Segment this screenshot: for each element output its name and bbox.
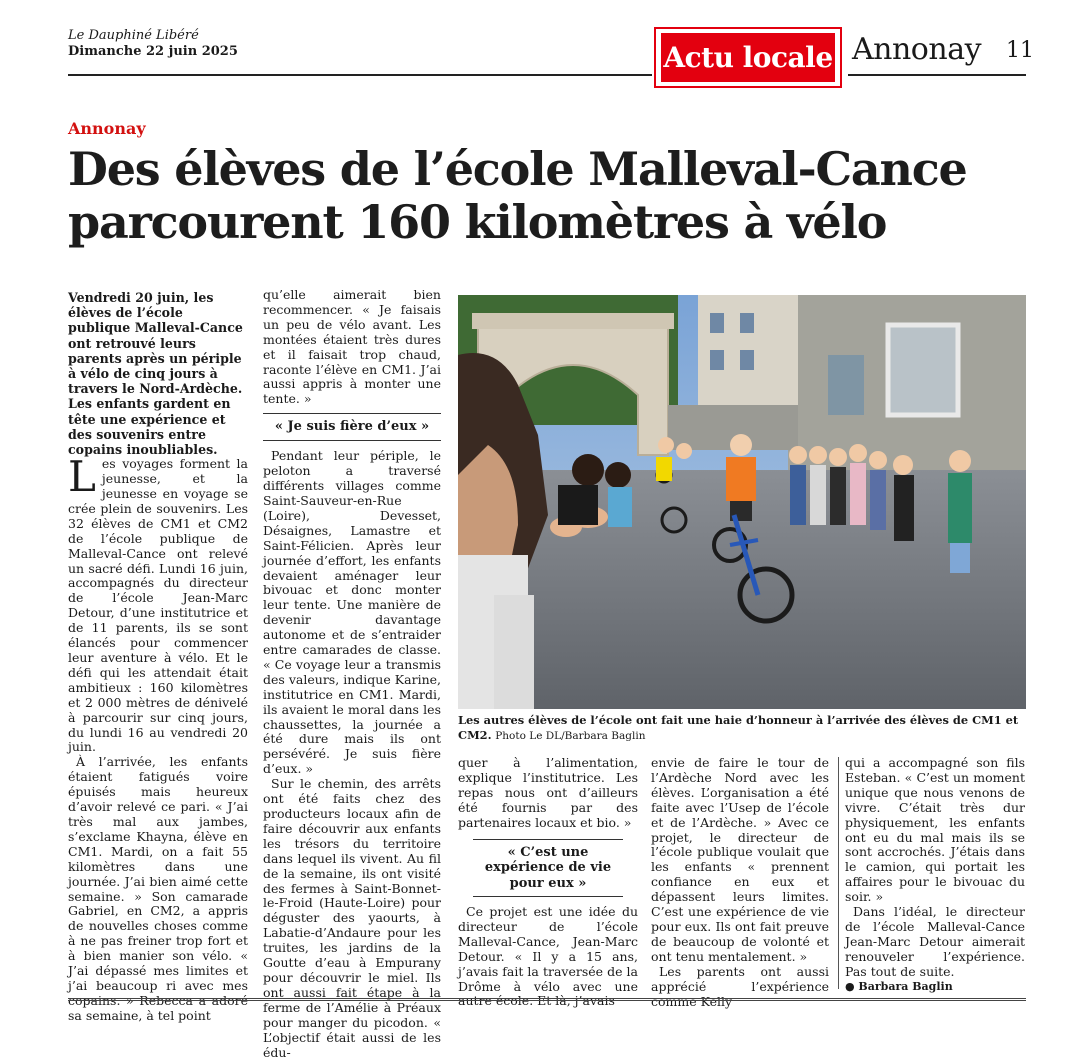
header-rule-right: [848, 74, 1026, 76]
photo-illustration: [458, 295, 1026, 709]
body-paragraph: Sur le chemin, des arrêts ont été faits chez des producteurs locaux afin de faire découvrir aux enfants les trésors du territoire dans lequel ils vivent. Au fil de la semaine, ils ont visité des fermes à Saint-Bonnet-le-Froid (Haute-Loire) pour déguster des yaourts, à Labatie-d’Andaure pour les truites, les jardins de la Goutte d’eau à Empurany pour découvrir le miel. Ils ont aussi fait étape à la ferme de l’Amélie à Préaux pour manger du picodon. « L’objectif était aussi de les édu-: [263, 776, 441, 1060]
body-paragraph: qui a accompagné son fils Esteban. « C’est un moment unique que nous venons de vivre. C’était très dur physiquement, les enfants ont eu du mal mais ils se sont accrochés. J’étais dans le camion, qui portait les affaires pour le bivouac du soir. »: [845, 755, 1025, 905]
article-column-4: [651, 756, 829, 1009]
headline-line-1: Des élèves de l’école Malleval-Cance: [68, 142, 967, 196]
body-text: es voyages forment la jeunesse, et la jeunesse en voyage se crée plein de souvenirs. Les 32 élèves de CM1 et CM2 de l’école publique de Malleval-Cance ont relevé un sacré défi. Lundi 16 juin, accompagnés du directeur de l’école Jean-Marc Detour, d’une institutrice et de 11 parents, ils se sont élancés pour commencer leur aventure à vélo. Et le défi qui les attendait était ambitieux : 160 kilomètres et 2 000 mètres de dénivelé à parcourir sur cinq jours, du lundi 16 au vendredi 20 juin.: [68, 456, 248, 755]
photo-caption: [458, 713, 1026, 744]
header-rule: [68, 74, 652, 76]
publication-name: Le Dauphiné Libéré: [68, 28, 199, 43]
body-paragraph: [68, 452, 248, 755]
article-column-2: [263, 288, 441, 1060]
article-kicker: Annonay: [68, 119, 146, 138]
intertitle: « C’est une expérience de vie pour eux »: [473, 839, 623, 898]
drop-cap: L: [68, 452, 96, 502]
column-divider: [838, 757, 839, 989]
intertitle: « Je suis fière d’eux »: [263, 413, 441, 441]
city-label: Annonay: [852, 32, 982, 67]
body-paragraph: quer à l’alimentation, explique l’institutrice. Les repas nous ont d’ailleurs été fournis par des partenaires locaux et bio. »: [458, 755, 638, 830]
article-headline: [68, 143, 1058, 249]
body-paragraph: qu’elle aimerait bien recommencer. « Je faisais un peu de vélo avant. Les montées étaient très dures et il faisait trop chaud, raconte l’élève en CM1. J’ai aussi appris à monter une tente. »: [263, 287, 441, 407]
body-paragraph: Les parents ont aussi apprécié l’expérience comme Kelly: [651, 963, 829, 1009]
caption-text: Les autres élèves de l’école ont fait une haie d’honneur à l’arrivée des élèves de CM1 et CM2.: [458, 713, 1019, 742]
body-paragraph: Ce projet est une idée du directeur de l’école Malleval-Cance, Jean-Marc Detour. « Il y a 15 ans, j’avais fait la traversée de la Drôme à vélo avec une autre école. Et là, j’avais: [458, 904, 638, 1009]
article-lead: Vendredi 20 juin, les élèves de l’école publique Malleval-Cance ont retrouvé leurs parents après un périple à vélo de cinq jours à travers le Nord-Ardèche. Les enfants gardent en tête une expérience et des souvenirs entre copains inoubliables.: [68, 290, 243, 458]
article-column-1: [68, 290, 248, 1024]
publication-date: Dimanche 22 juin 2025: [68, 44, 238, 59]
article-column-5: [845, 756, 1025, 995]
section-label: Actu locale: [661, 33, 835, 82]
body-paragraph: envie de faire le tour de l’Ardèche Nord avec les élèves. L’organisation a été faite avec l’Usep de l’école et de l’Ardèche. » Avec ce projet, le directeur de l’école publique voulait que les enfants « prennent confiance en eux et dépassent leurs limites. C’est une expérience de vie pour eux. Ils ont fait preuve de beaucoup de volonté et ont tenu mentalement. »: [651, 755, 829, 964]
body-paragraph: À l’arrivée, les enfants étaient fatigués voire épuisés mais heureux d’avoir relevé ce pari. « J’ai très mal aux jambes, s’exclame Khayna, élève en CM1. Mardi, on a fait 55 kilomètres dans une journée. J’ai bien aimé cette semaine. » Son camarade Gabriel, en CM2, a appris de nouvelles choses comme à ne pas freiner trop fort et à bien manier son vélo. « J’ai dépassé mes limites et j’ai beaucoup ri avec mes copains. » Rebecca a adoré sa semaine, à tel point: [68, 754, 248, 1023]
footer-rule: [68, 998, 1026, 1001]
section-badge: [654, 27, 842, 88]
body-paragraph: Pendant leur périple, le peloton a traversé différents villages comme Saint-Sauveur-en-Rue (Loire), Devesset, Désaignes, Lamastre et Saint-Félicien. Après leur journée d’effort, les enfants devaient aménager leur bivouac et donc monter leur tente. Une manière de devenir davantage autonome et de s’entraider entre camarades de classe. « Ce voyage leur a transmis des valeurs, indique Karine, institutrice en CM1. Mardi, ils avaient le moral dans les chaussettes, la journée a été dure mais ils ont persévéré. Je suis fière d’eux. »: [263, 448, 441, 777]
body-paragraph: Dans l’idéal, le directeur de l’école Malleval-Cance Jean-Marc Detour aimerait renouveler l’expérience. Pas tout de suite.: [845, 904, 1025, 979]
author-signature: ● Barbara Baglin: [845, 979, 953, 993]
headline-line-2: parcourent 160 kilomètres à vélo: [68, 195, 887, 249]
page-number: 11: [1006, 38, 1034, 63]
masthead: [68, 28, 238, 60]
article-photo: [458, 295, 1026, 709]
article-column-3: [458, 756, 638, 1009]
photo-credit: Photo Le DL/Barbara Baglin: [495, 729, 646, 742]
